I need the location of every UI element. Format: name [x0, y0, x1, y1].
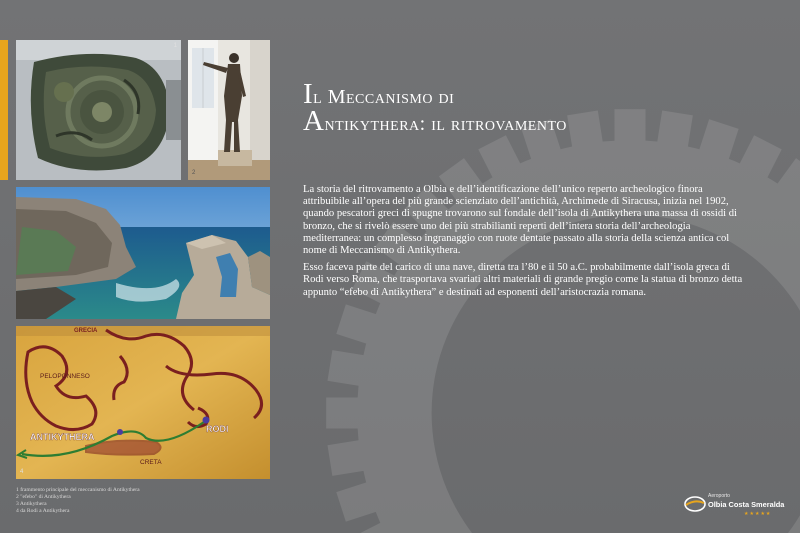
- logo-name: Olbia Costa Smeralda: [708, 500, 785, 509]
- caption-item: 3 Antikythera: [16, 501, 47, 507]
- image-number-1: 1: [173, 43, 177, 49]
- body-text: [303, 184, 748, 304]
- ephebe-statue-image: [188, 40, 270, 180]
- page-title-line-2: Antikythera: il ritrovamento: [303, 105, 567, 137]
- page-title-line-1: Il Meccanismo di: [303, 78, 455, 110]
- body-paragraph: Esso faceva parte del carico di una nave, diretta tra l’80 e il 50 a.C. probabilmente dall’isola greca di Rodi verso Roma, che trasportava svariati altri materiali di grande pregio come la statua di bronzo detta appunto “efebo di Antikythera” e destinati ad esponenti dell’aristocrazia romana.: [303, 262, 743, 298]
- image-number-2: 2: [192, 170, 196, 176]
- image-captions: [16, 487, 276, 515]
- airport-logo: [684, 491, 784, 521]
- caption-item: 4 da Rodi a Antikythera: [16, 508, 70, 514]
- map-label-creta: CRETA: [140, 459, 162, 466]
- airport-logo-icon: [684, 495, 706, 513]
- map-label-rodi: RODI: [206, 424, 229, 434]
- logo-stars: ★★★★★: [744, 512, 772, 517]
- image-number-4: 4: [20, 469, 24, 475]
- route-map-image: [16, 326, 270, 479]
- map-label-peloponneso: PELOPONNESO: [40, 373, 90, 380]
- body-paragraph: La storia del ritrovamento a Olbia e dell’identificazione dell’unico reperto archeologico finora attribuibile all’opera del più grande scienziato dell’antichità, Archimede di Siracusa, inizia nel 1902, quando pescatori greci di spugne trovarono sul fondale dell’isola di Antikythera una massa di ossidi di bronzo, che si rivelò essere uno dei più strabilianti reperti dell’intera storia dell’archeologia mediterranea: un complesso ingranaggio con ruote dentate passato alla storia della scienza antica col nome di Meccanismo di Antikythera.: [303, 184, 737, 257]
- mechanism-fragment-image: [16, 40, 181, 180]
- logo-superscript: Aeroporto: [708, 493, 730, 499]
- map-label-antikythera: ANTIKYTHERA: [30, 432, 95, 442]
- accent-bar: [0, 40, 8, 180]
- caption-item: 2 "efebo" di Antikythera: [16, 494, 71, 500]
- map-label-grecia: GRECIA: [74, 328, 98, 334]
- antikythera-coast-image: [16, 187, 270, 319]
- page-title: [303, 78, 743, 137]
- gear-watermark-icon: [320, 103, 800, 533]
- caption-item: 1 frammento principale del meccanismo di Antikythera: [16, 487, 140, 493]
